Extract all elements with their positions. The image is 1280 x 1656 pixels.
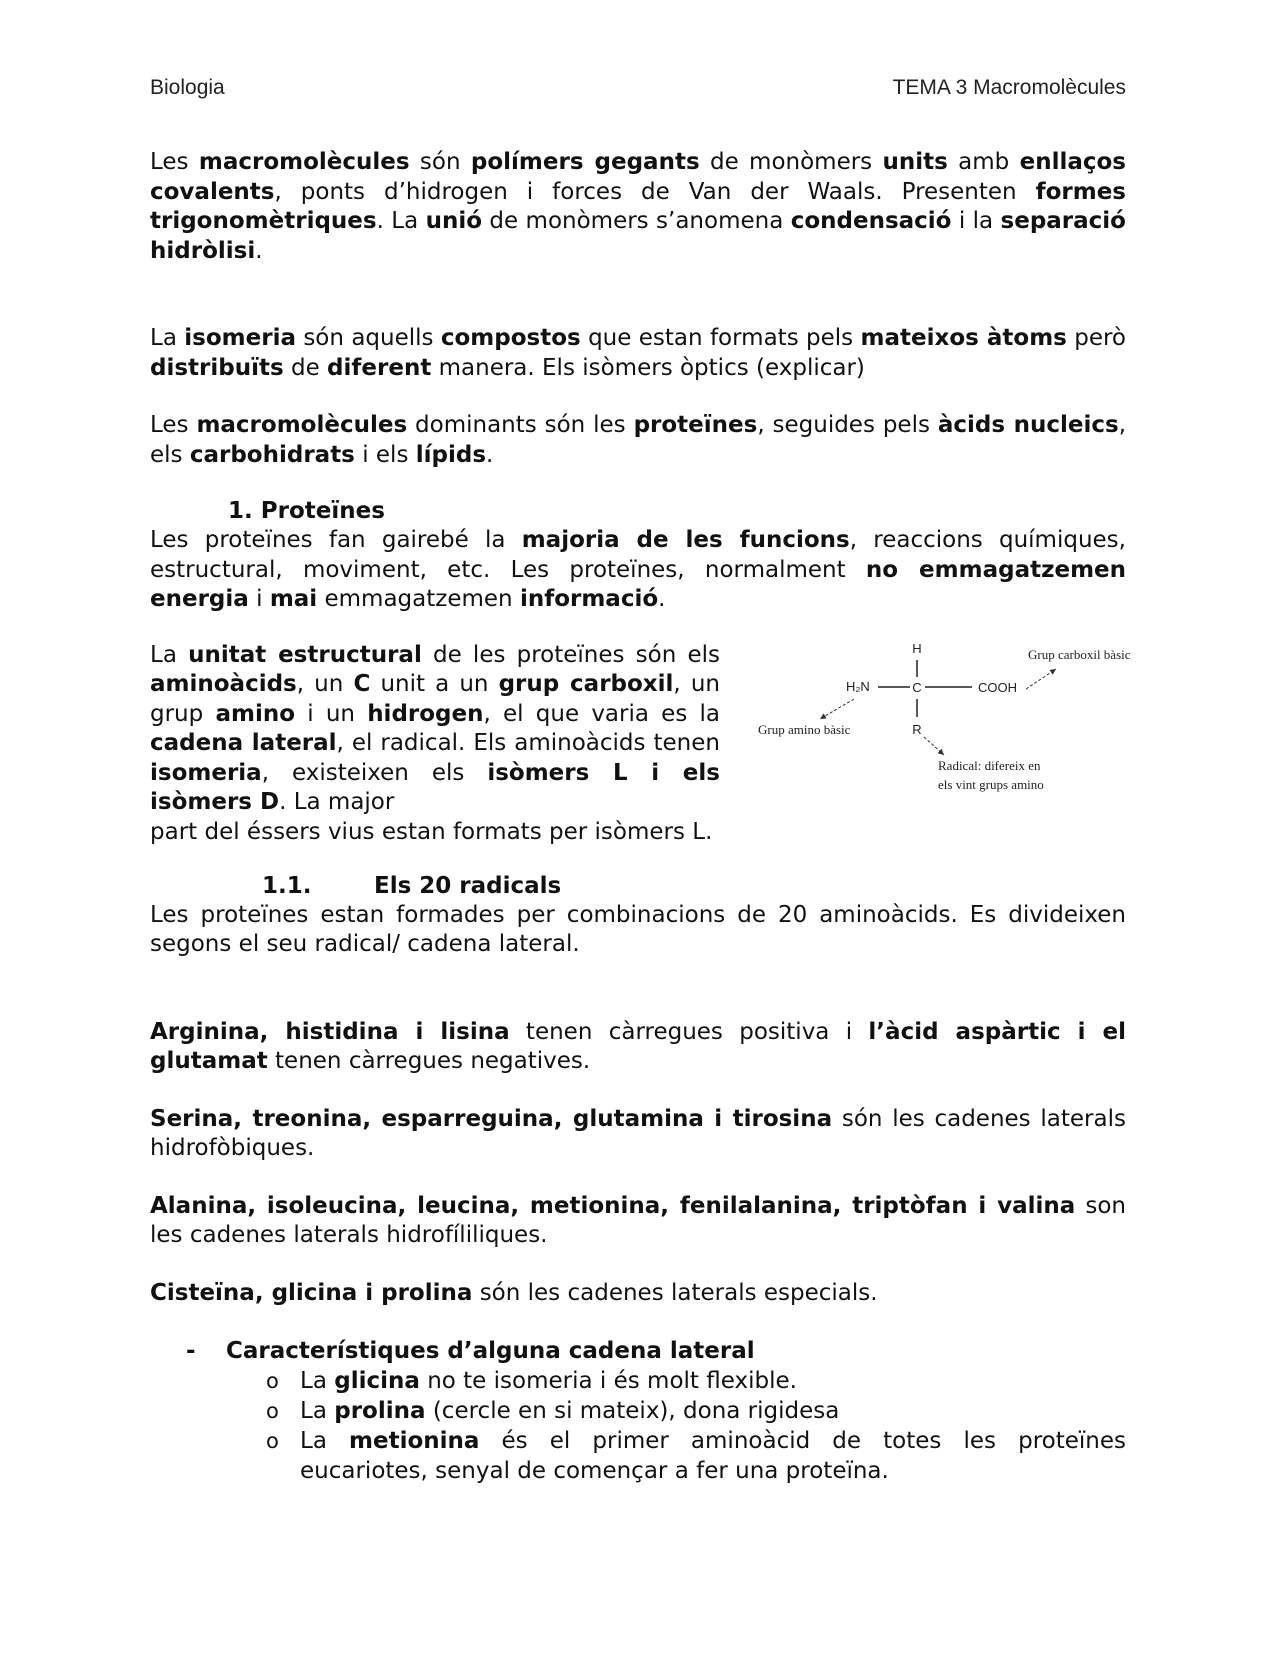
atom-h2n: H₂N: [846, 678, 870, 694]
atom-c: C: [912, 679, 922, 695]
list-heading-caracteristiques: [150, 1336, 1126, 1366]
paragraph-dominants: Les macromolècules dominants són les proteïnes, seguides pels àcids nucleics, els carbohidrats i els lípids.: [150, 412, 1127, 468]
atom-r: R: [912, 721, 922, 737]
label-radical-line2: els vint grups amino: [938, 776, 1044, 792]
header-right: TEMA 3 Macromolècules: [892, 76, 1126, 99]
paragraph-macromolecules: Les macromolècules són polímers gegants de monòmers units amb enllaços covalents, ponts d’hidrogen i forces de Van der Waals. Presenten formes trigonomètriques. La unió de monòmers s’anomena condensació i la separació hidròlisi.: [150, 149, 1126, 264]
paragraph-especials: Cisteïna, glicina i prolina són les cadenes laterals especials.: [150, 1279, 878, 1306]
bullet-o: o: [266, 1399, 279, 1423]
section-heading-proteines: 1. Proteïnes: [228, 498, 385, 524]
arrow-carboxil: [1026, 669, 1056, 689]
arrow-amino: [820, 699, 854, 719]
group-cooh: COOH: [978, 679, 1017, 695]
aminoacid-structure-diagram: [750, 633, 1170, 813]
list-item: o La glicina no te isomeria i és molt flexible.: [266, 1368, 797, 1394]
list-item: o La metionina és el primer aminoàcid de totes les proteïnes eucariotes, senyal de començar a fer una proteïna.: [266, 1428, 1126, 1484]
paragraph-hidrofobiques: Serina, treonina, esparreguina, glutamina i tirosina són les cadenes laterals hidrofòbiques.: [150, 1105, 1126, 1161]
paragraph-isomeria: La isomeria són aquells compostos que estan formats pels mateixos àtoms però distribuïts de diferent manera. Els isòmers òptics (explicar): [150, 325, 1126, 381]
document-body: [150, 148, 1131, 1486]
atom-h: H: [912, 640, 922, 656]
bullet-o: o: [266, 1369, 279, 1393]
aminoacid-block: [150, 640, 1131, 845]
paragraph-carregues: Arginina, histidina i lisina tenen càrregues positiva i l’àcid aspàrtic i el glutamat tenen càrregues negatives.: [150, 1018, 1127, 1074]
section-number: 1.1.: [262, 872, 312, 899]
paragraph-proteines-funcions: Les proteïnes fan gairebé la majoria de les funcions, reaccions químiques, estructural, moviment, etc. Les proteïnes, normalment no emmagatzemen energia i mai emmagatzemen informació.: [150, 527, 1127, 612]
label-grup-amino: Grup amino bàsic: [758, 721, 851, 737]
paragraph-hidrofiliques: Alanina, isoleucina, leucina, metionina, fenilalanina, triptòfan i valina son les cadenes laterals hidrofíliliques.: [150, 1192, 1126, 1248]
list-heading-text: Característiques d’alguna cadena lateral: [226, 1338, 755, 1364]
paragraph-combinacions: Les proteïnes estan formades per combinacions de 20 aminoàcids. Es divideixen segons el seu radical/ cadena lateral.: [150, 901, 1126, 957]
header-left: Biologia: [150, 76, 225, 99]
dash-bullet: -: [186, 1338, 196, 1364]
paragraph-unitat-estructural: La unitat estructural de les proteïnes són els aminoàcids, un C unit a un grup carboxil, un grup amino i un hidrogen, el que varia es la cadena lateral, el radical. Els aminoàcids tenen isomeria, existeixen els isòmers L i els isòmers D. La major: [150, 641, 721, 815]
arrow-radical: [924, 737, 944, 755]
section-title: Els 20 radicals: [374, 872, 562, 899]
section-heading-20-radicals: [150, 871, 1126, 901]
bullet-o: o: [266, 1429, 279, 1453]
paragraph-isomers-l: part del éssers vius estan formats per isòmers L.: [150, 818, 713, 845]
label-grup-carboxil: Grup carboxil bàsic: [1028, 646, 1131, 662]
label-radical-line1: Radical: difereix en: [938, 757, 1041, 773]
list-item: o La prolina (cercle en si mateix), dona rigidesa: [266, 1398, 840, 1424]
